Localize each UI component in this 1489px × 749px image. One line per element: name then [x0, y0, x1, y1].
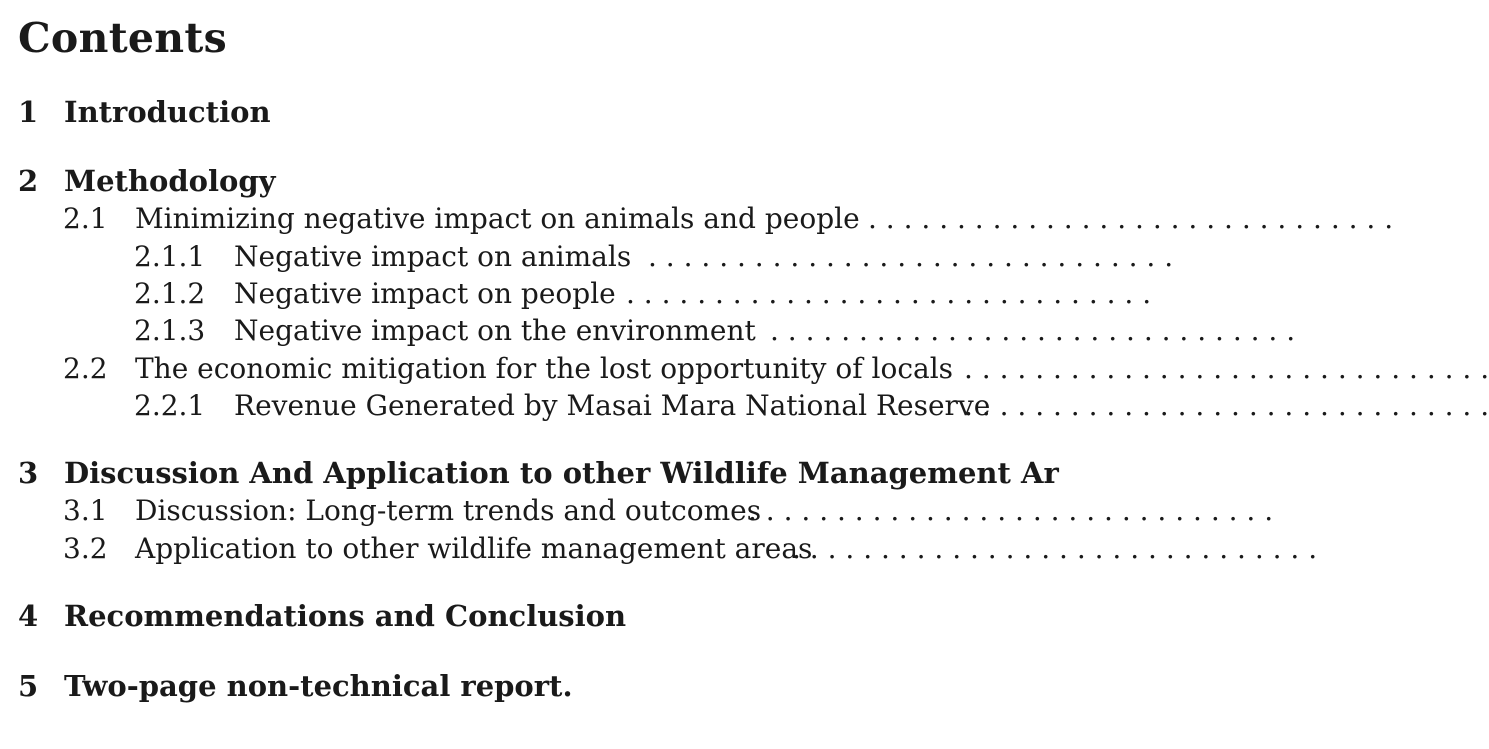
toc-subsubsection-2-1-2[interactable] — [134, 277, 616, 310]
toc-section-3[interactable] — [18, 456, 1059, 490]
toc-subsection-2-2[interactable] — [63, 352, 953, 385]
subsection-number: 3.2 — [63, 532, 108, 565]
toc-heading: Contents — [18, 14, 228, 62]
subsection-title: Minimizing negative impact on animals and people — [135, 202, 860, 235]
subsubsection-title: Negative impact on animals — [234, 240, 632, 273]
section-title: Discussion And Application to other Wildlife Management Ar — [64, 456, 1059, 490]
section-number: 5 — [18, 669, 39, 703]
dot-leader: . . . . . . . . . . . . . . . . . . . . . . . . . . . . . . — [648, 240, 1174, 273]
section-number: 1 — [18, 95, 39, 129]
dot-leader: . . . . . . . . . . . . . . . . . . . . . . . . . . . . . . — [770, 314, 1296, 347]
toc-section-1[interactable] — [18, 95, 271, 129]
dot-leader: . . . . . . . . . . . . . . . . . . . . . . . . . . . . . . — [964, 389, 1489, 422]
section-title: Recommendations and Conclusion — [64, 599, 627, 633]
dot-leader: . . . . . . . . . . . . . . . . . . . . . . . . . . . . . . — [964, 352, 1489, 385]
section-number: 4 — [18, 599, 39, 633]
toc-subsection-3-2[interactable] — [63, 532, 812, 565]
section-title: Two-page non-technical report. — [64, 669, 573, 703]
subsubsection-number: 2.1.1 — [134, 240, 206, 273]
dot-leader: . . . . . . . . . . . . . . . . . . . . . . . . . . . . . . — [868, 202, 1394, 235]
subsection-title: Discussion: Long-term trends and outcomes — [135, 494, 762, 527]
toc-section-5[interactable] — [18, 669, 573, 703]
toc-subsubsection-2-2-1[interactable] — [134, 389, 990, 422]
subsection-number: 3.1 — [63, 494, 108, 527]
subsection-number: 2.2 — [63, 352, 108, 385]
toc-subsubsection-2-1-1[interactable] — [134, 240, 631, 273]
subsubsection-title: Negative impact on people — [234, 277, 616, 310]
subsubsection-number: 2.1.2 — [134, 277, 206, 310]
toc-subsubsection-2-1-3[interactable] — [134, 314, 756, 347]
toc-section-2[interactable] — [18, 164, 275, 198]
subsubsection-title: Negative impact on the environment — [234, 314, 756, 347]
dot-leader: . . . . . . . . . . . . . . . . . . . . . . . . . . . . . . — [748, 494, 1274, 527]
dot-leader: . . . . . . . . . . . . . . . . . . . . . . . . . . . . . . — [626, 277, 1152, 310]
subsubsection-number: 2.2.1 — [134, 389, 206, 422]
toc-subsection-2-1[interactable] — [63, 202, 860, 235]
subsection-title: Application to other wildlife management areas — [135, 532, 813, 565]
subsection-number: 2.1 — [63, 202, 108, 235]
subsubsection-title: Revenue Generated by Masai Mara National Reserve — [234, 389, 991, 422]
toc-section-4[interactable] — [18, 599, 626, 633]
section-title: Methodology — [64, 164, 276, 198]
section-number: 3 — [18, 456, 39, 490]
section-number: 2 — [18, 164, 39, 198]
section-title: Introduction — [64, 95, 271, 129]
subsubsection-number: 2.1.3 — [134, 314, 206, 347]
dot-leader: . . . . . . . . . . . . . . . . . . . . . . . . . . . . . . — [792, 532, 1318, 565]
toc-subsection-3-1[interactable] — [63, 494, 761, 527]
subsection-title: The economic mitigation for the lost opportunity of locals — [135, 352, 954, 385]
